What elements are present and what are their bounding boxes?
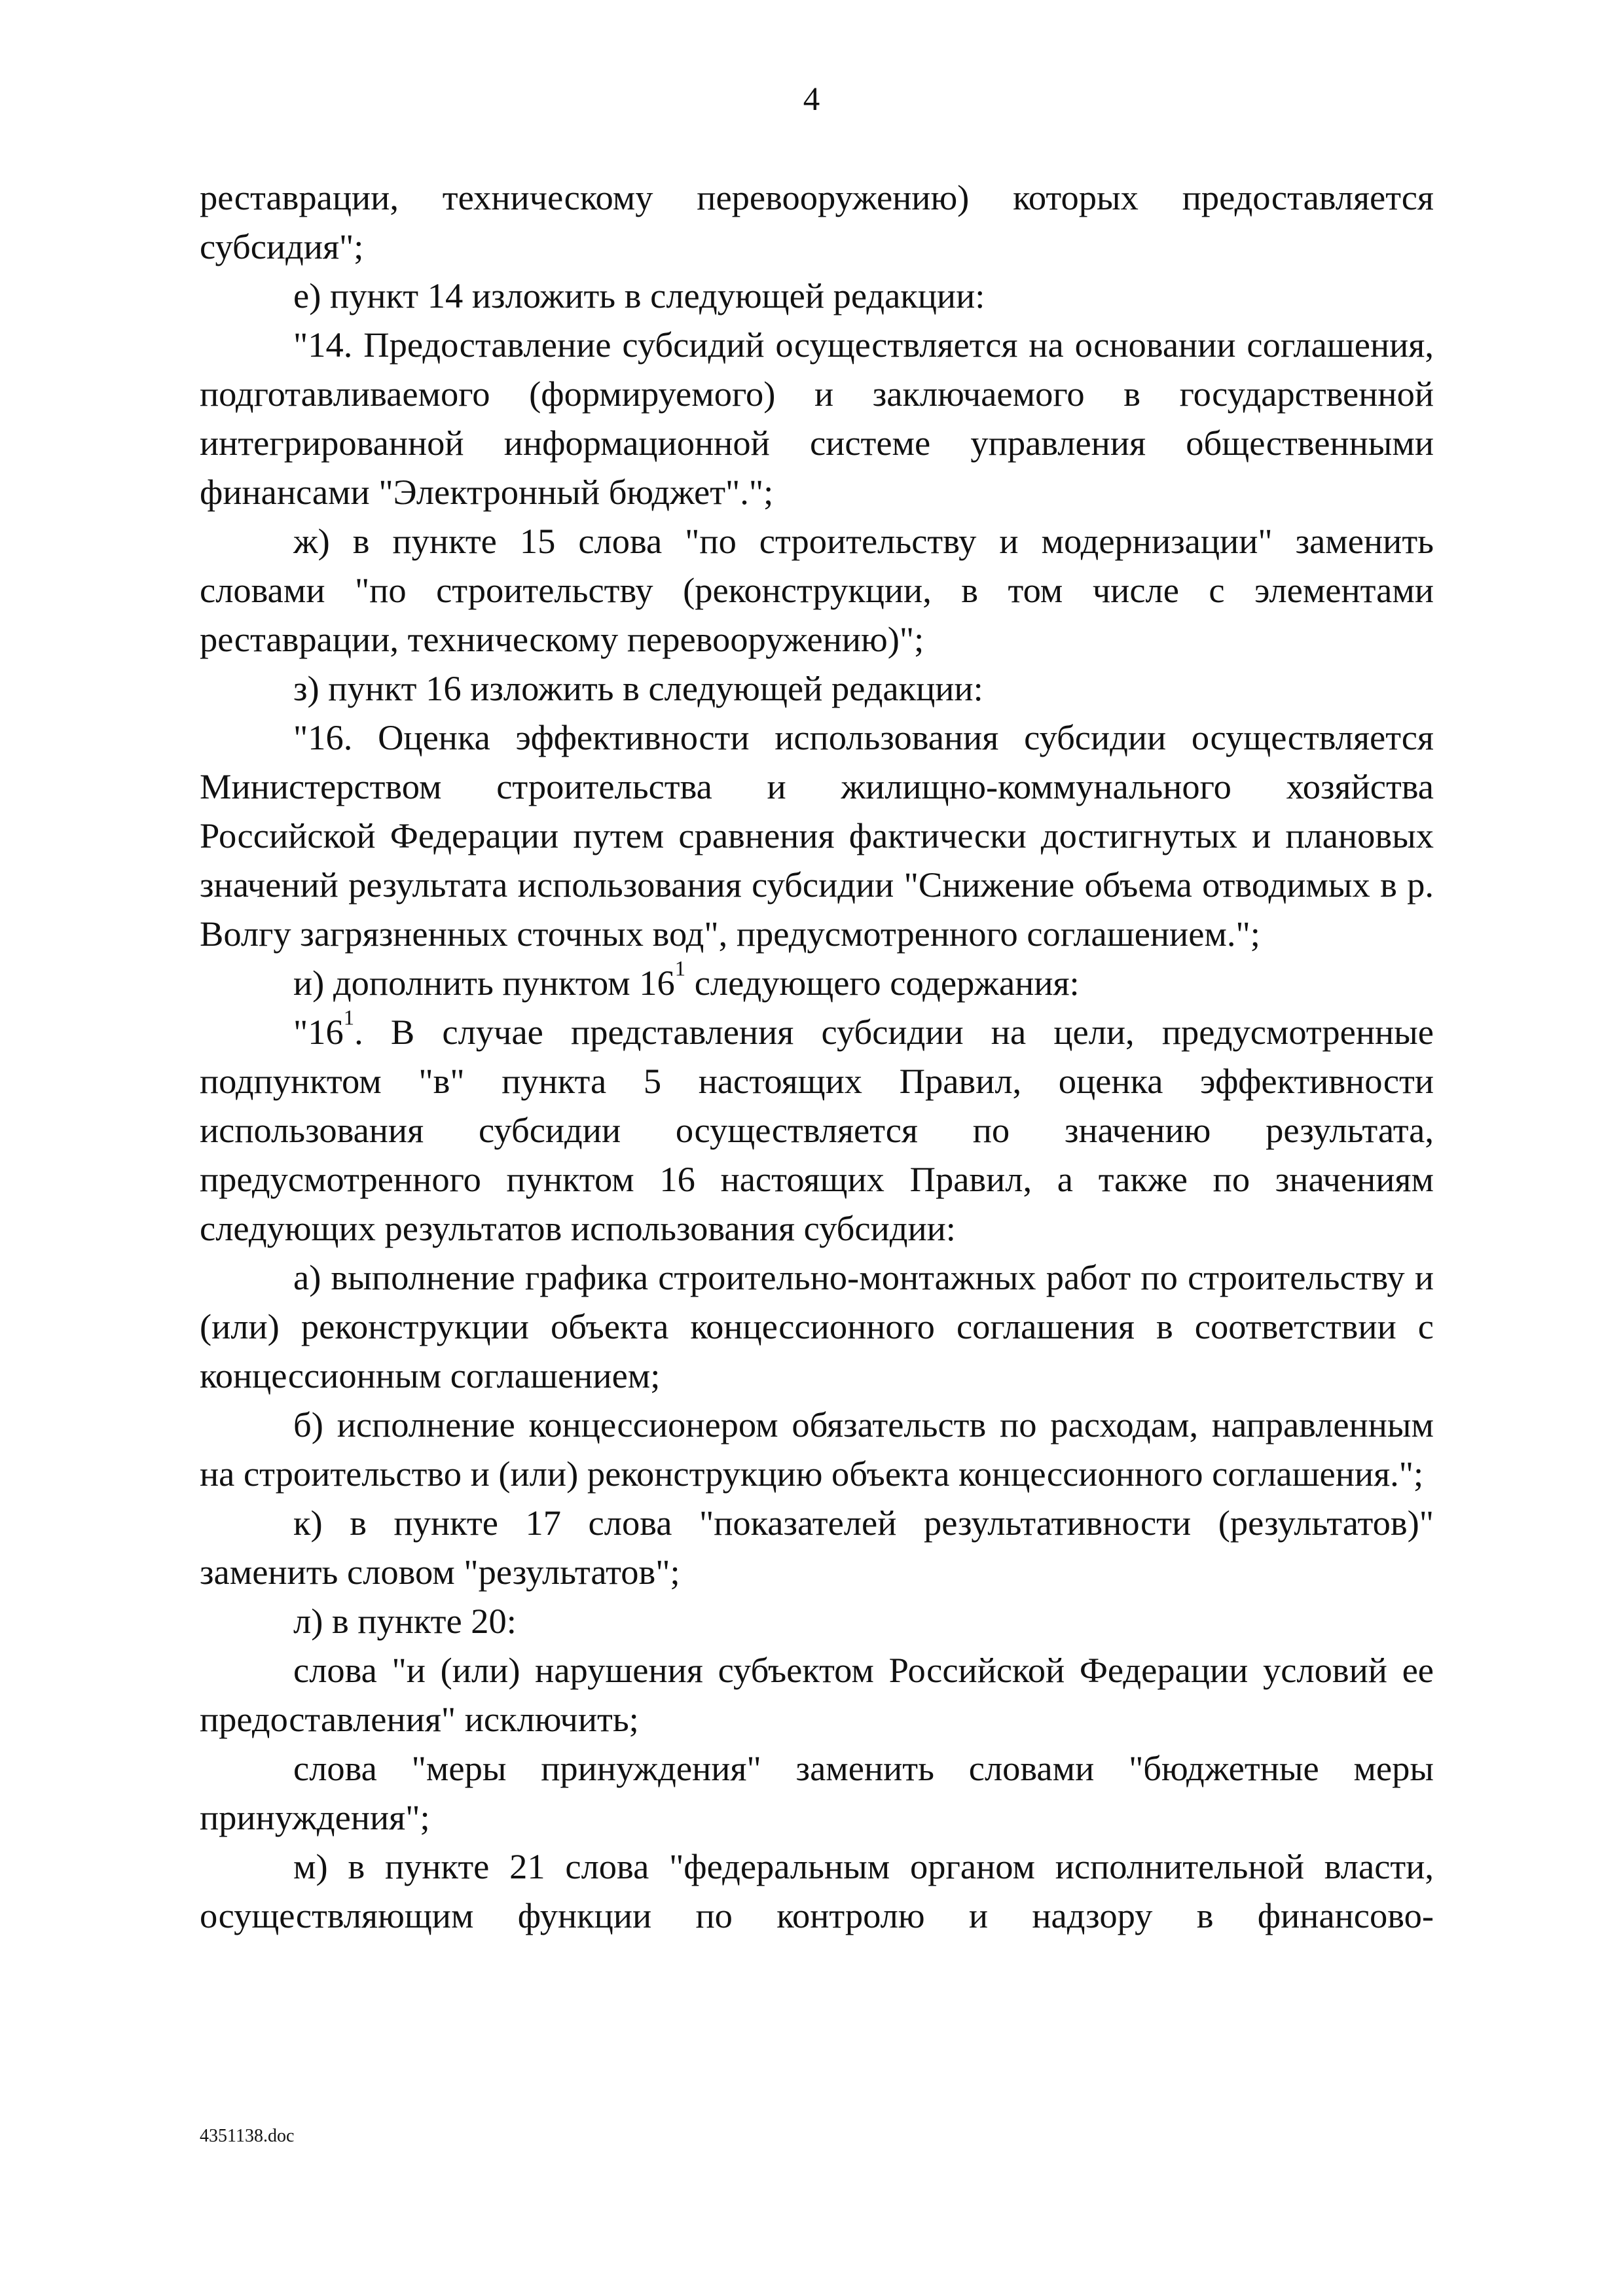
paragraph: к) в пункте 17 слова "показателей результативности (результатов)" заменить словом "результатов"; — [200, 1503, 1434, 1592]
superscript: 1 — [674, 957, 686, 981]
paragraph: б) исполнение концессионером обязательств по расходам, направленным на строительство и (или) реконструкцию объекта концессионного соглашения."; — [200, 1405, 1434, 1494]
paragraph-text: и) дополнить пунктом 16 — [293, 963, 675, 1003]
paragraph: "14. Предоставление субсидий осуществляется на основании соглашения, подготавливаемого (формируемого) и заключаемого в государственной интегрированной информационной системе управления общественными финансами "Электронный бюджет"."; — [200, 325, 1434, 512]
paragraph: ж) в пункте 15 слова "по строительству и модернизации" заменить словами "по строительству (реконструкции, в том числе с элементами реставрации, техническому перевооружению)"; — [200, 521, 1434, 659]
paragraph: реставрации, техническому перевооружению) которых предоставляется субсидия"; — [200, 177, 1434, 266]
paragraph: е) пункт 14 изложить в следующей редакции: — [293, 276, 985, 315]
paragraph-text: . В случае представления субсидии на цели, предусмотренные подпунктом "в" пункта 5 настоящих Правил, оценка эффективности использования субсидии осуществляется по значению результата, предусмотренного пунктом 16 настоящих Правил, а также по значениям следующих результатов использования субсидии: — [200, 1012, 1434, 1248]
paragraph: з) пункт 16 изложить в следующей редакции: — [293, 668, 983, 708]
paragraph: "16. Оценка эффективности использования субсидии осуществляется Министерством строительства и жилищно-коммунального хозяйства Российской Федерации путем сравнения фактически достигнутых и плановых значений результата использования субсидии "Снижение объема отводимых в р. Волгу загрязненных сточных вод", предусмотренного соглашением."; — [200, 717, 1434, 954]
paragraph: л) в пункте 20: — [293, 1601, 517, 1641]
paragraph — [200, 1007, 1434, 1253]
superscript: 1 — [343, 1006, 355, 1030]
page-number: 4 — [803, 81, 820, 118]
document-footer: 4351138.doc — [200, 2126, 295, 2146]
paragraph: слова "и (или) нарушения субъектом Российской Федерации условий ее предоставления" исключить; — [200, 1650, 1434, 1739]
paragraph — [200, 958, 1434, 1007]
paragraph: а) выполнение графика строительно-монтажных работ по строительству и (или) реконструкции объекта концессионного соглашения в соответствии с концессионным соглашением; — [200, 1257, 1434, 1395]
paragraph: слова "меры принуждения" заменить словами "бюджетные меры принуждения"; — [200, 1748, 1434, 1837]
document-body — [200, 173, 1434, 1940]
paragraph-text: "16 — [293, 1012, 344, 1052]
paragraph-text: следующего содержания: — [685, 963, 1080, 1003]
paragraph: м) в пункте 21 слова "федеральным органом исполнительной власти, осуществляющим функции по контролю и надзору в финансово- — [200, 1846, 1434, 1935]
